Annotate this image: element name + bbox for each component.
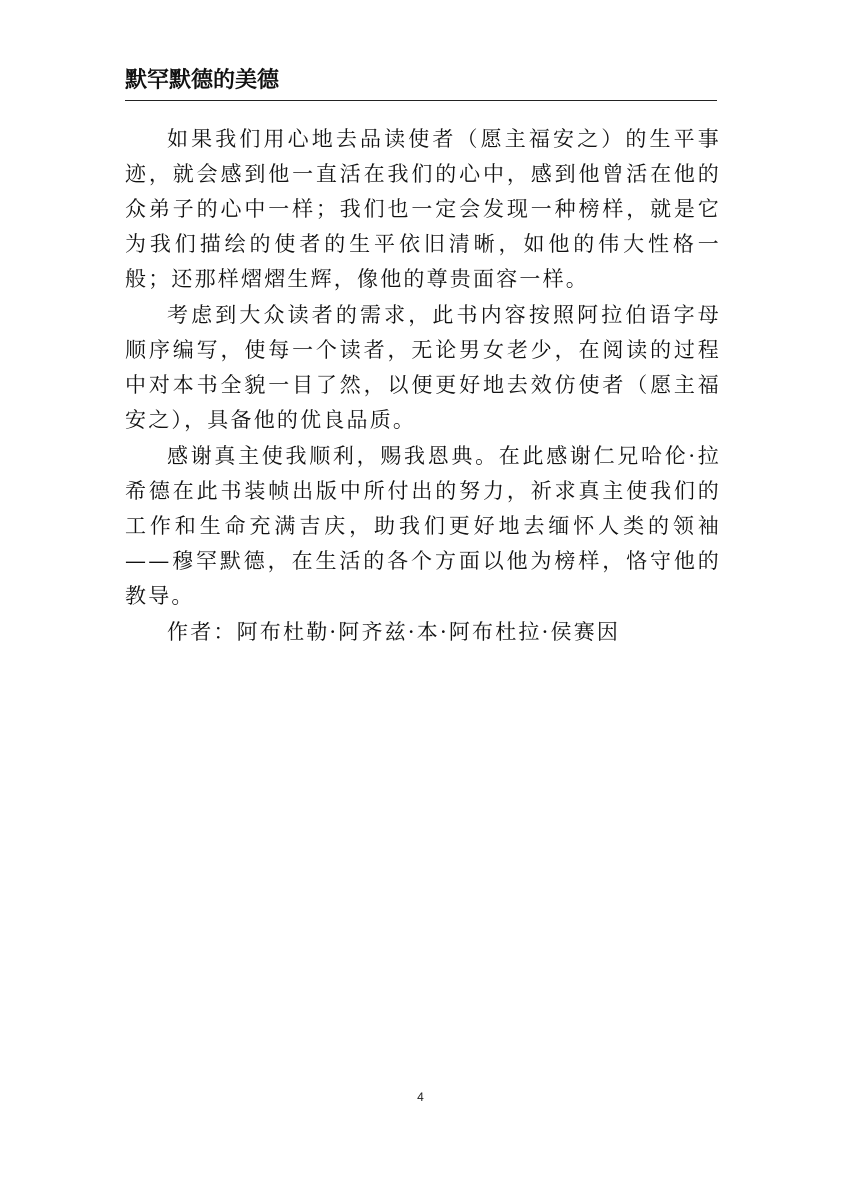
paragraph-3: 感谢真主使我顺利，赐我恩典。在此感谢仁兄哈伦·拉希德在此书装帧出版中所付出的努力，祈求真主使我们的工作和生命充满吉庆，助我们更好地去缅怀人类的领袖——穆罕默德，在生活的各个方面以他为榜样，恪守他的教导。 [125,444,721,608]
page-number: 4 [417,1090,424,1104]
body-text [125,122,721,651]
paragraph-2: 考虑到大众读者的需求，此书内容按照阿拉伯语字母顺序编写，使每一个读者，无论男女老少，在阅读的过程中对本书全貌一目了然，以便更好地去效仿使者（愿主福安之），具备他的优良品质。 [125,303,721,432]
paragraph-1: 如果我们用心地去品读使者（愿主福安之）的生平事迹，就会感到他一直活在我们的心中，感到他曾活在他的众弟子的心中一样；我们也一定会发现一种榜样，就是它为我们描绘的使者的生平依旧清晰，如他的伟大性格一般；还那样熠熠生辉，像他的尊贵面容一样。 [125,127,721,291]
author-line: 作者：阿布杜勒·阿齐兹·本·阿布杜拉·侯赛因 [167,620,621,644]
running-header-title: 默罕默德的美德 [125,68,280,93]
header-divider [125,100,717,101]
